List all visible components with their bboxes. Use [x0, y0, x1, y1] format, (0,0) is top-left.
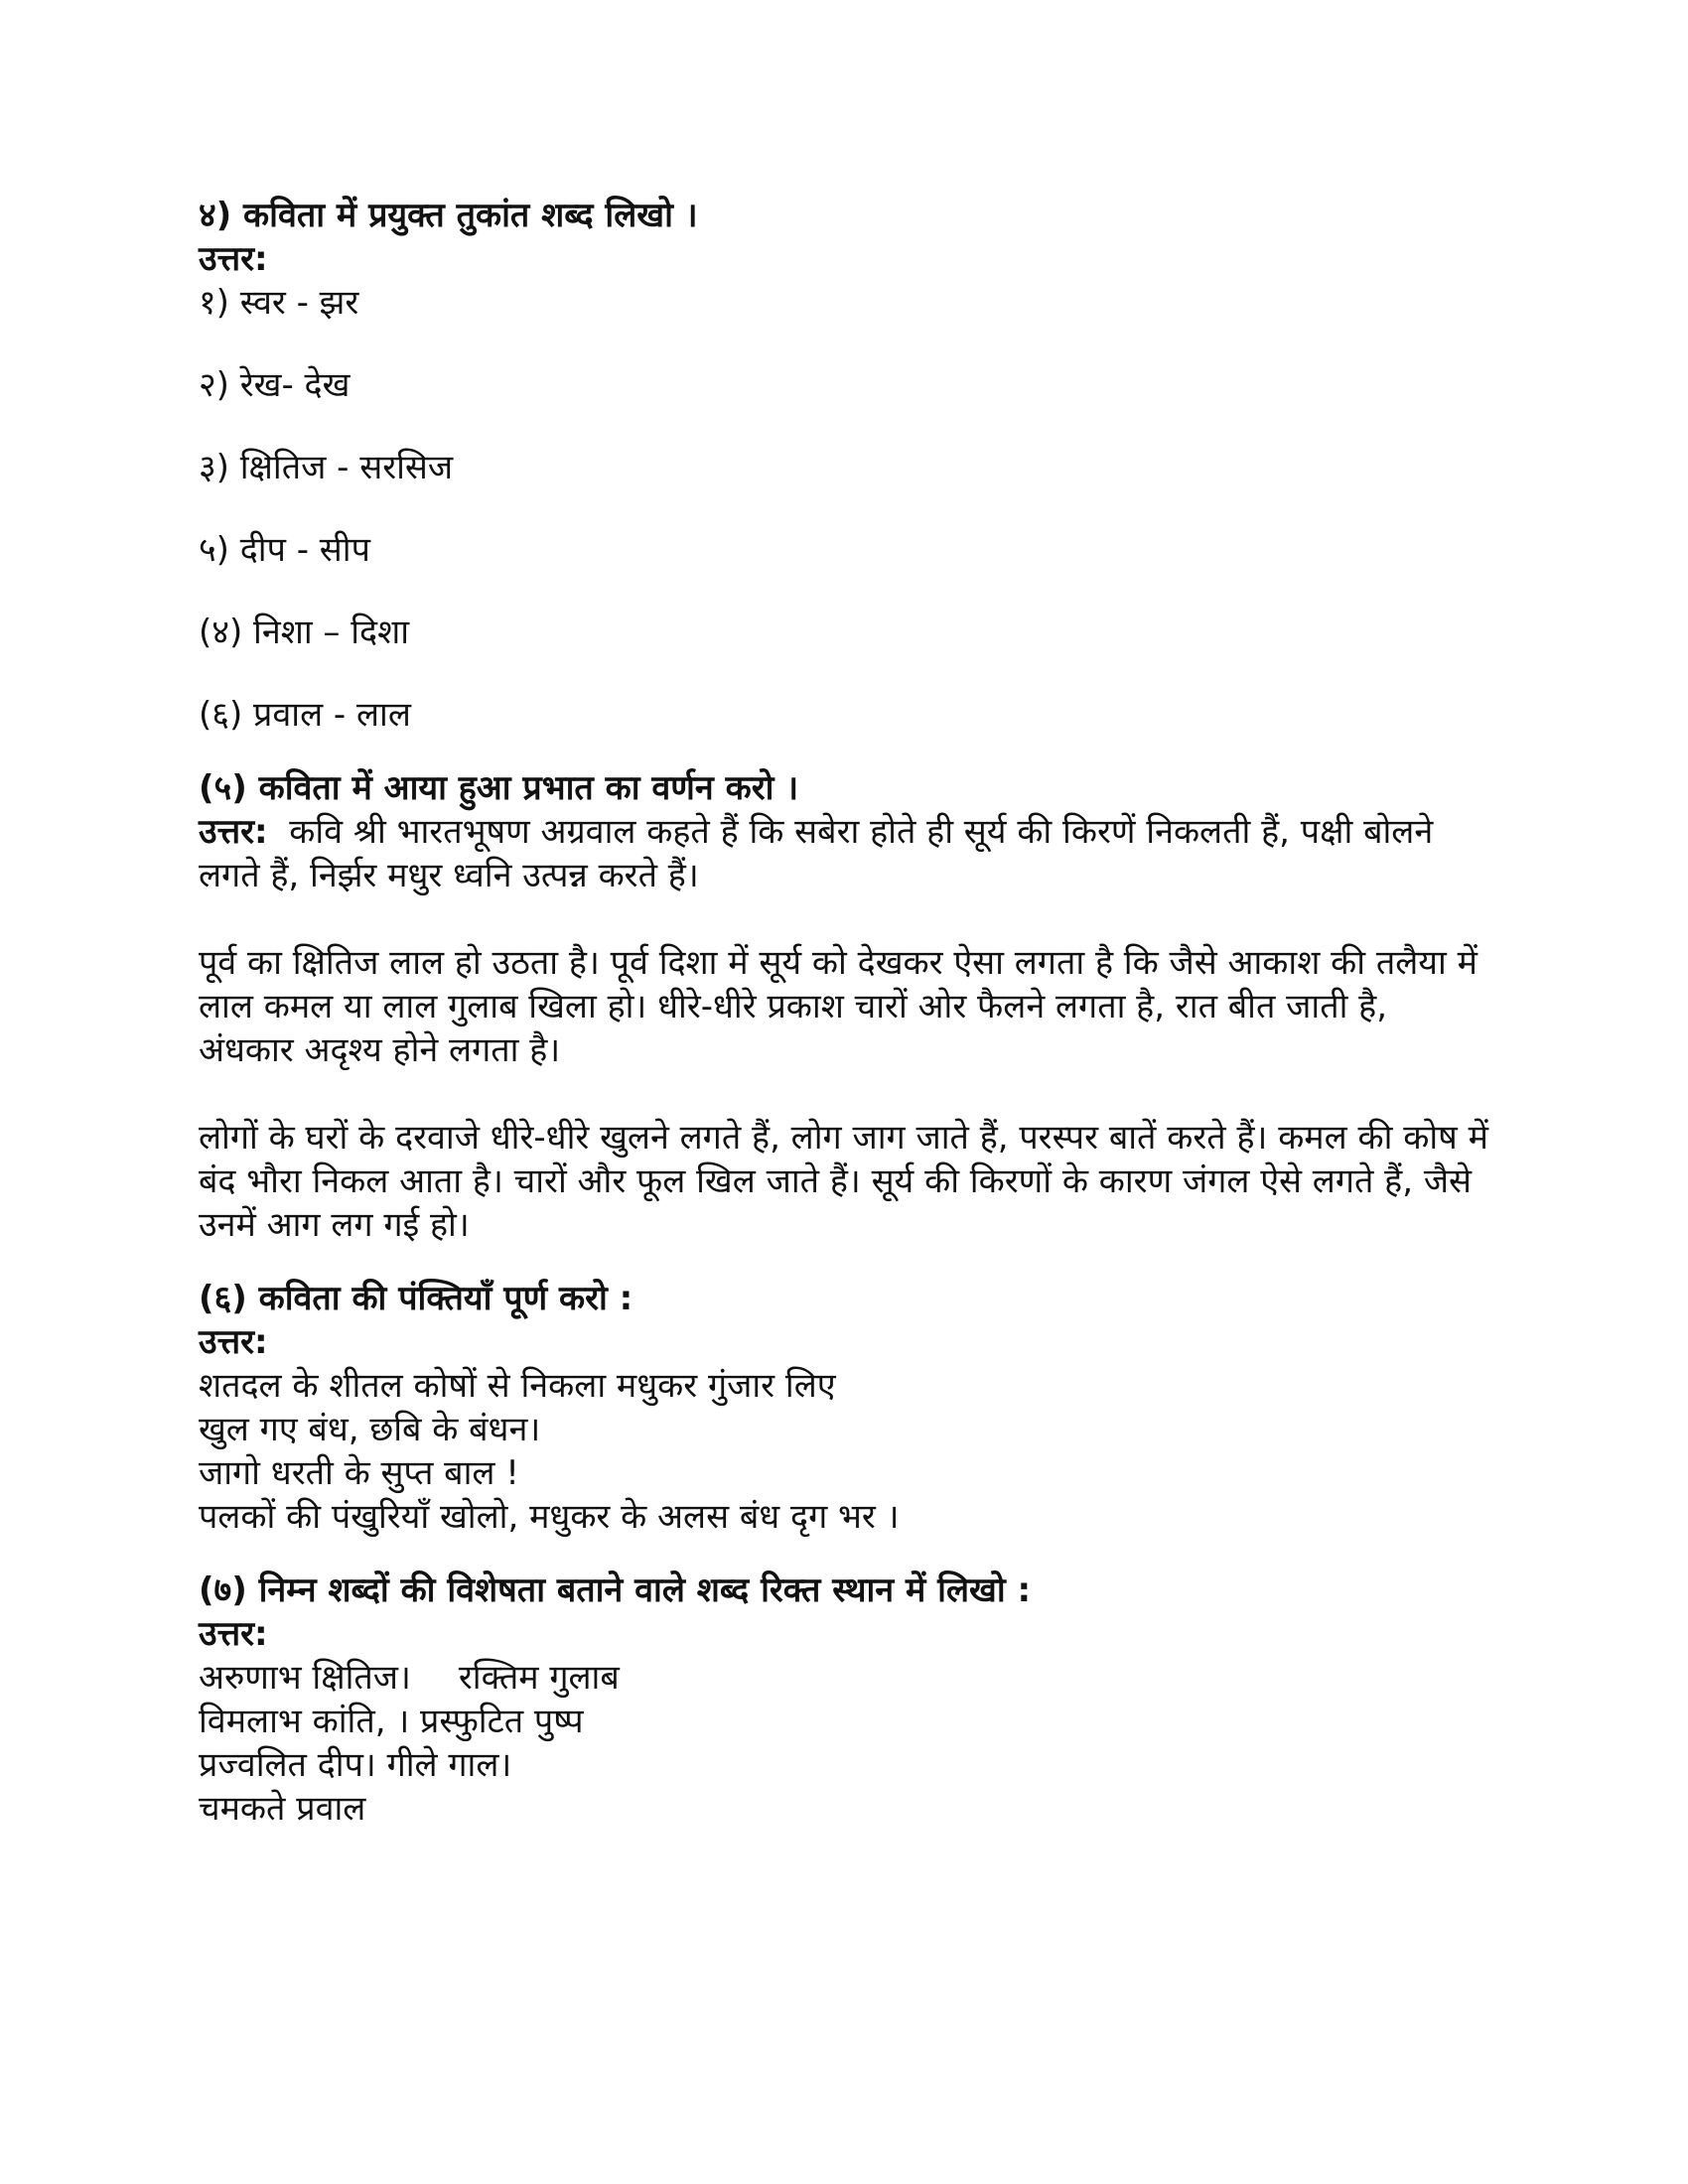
answer-paragraph: पूर्व का क्षितिज लाल हो उठता है। पूर्व दिशा में सूर्य को देखकर ऐसा लगता है कि जैसे आकाश की तलैया में लाल कमल या लाल गुलाब खिला हो। धीरे-धीरे प्रकाश चारों ओर फैलने लगता है, रात बीत जाती है, अंधकार अदृश्य होने लगता है। [199, 943, 1477, 1070]
rhyme-list [199, 281, 1489, 737]
answer-label: उत्तर: [199, 812, 268, 852]
answer-label: उत्तर: [199, 1322, 268, 1362]
poem-line: खुल गए बंध, छबि के बंधन। [199, 1410, 541, 1449]
question-4: ४) कविता में प्रयुक्त तुकांत शब्द लिखो । [199, 196, 698, 235]
rhyme-item: (४) निशा – दिशा [199, 613, 410, 652]
rhyme-item: ३) क्षितिज - सरसिज [199, 448, 454, 487]
section-complete-lines [199, 1277, 1489, 1539]
question-5: (५) कविता में आया हुआ प्रभात का वर्णन करो । [199, 768, 799, 808]
answer-label: उत्तर: [199, 239, 268, 279]
answer-row: प्रज्वलित दीप। गीले गाल। [199, 1745, 512, 1785]
answer-row: चमकते प्रवाल [199, 1789, 366, 1829]
answer-row: विमलाभ कांति, । प्रस्फुटित पुष्प [199, 1702, 584, 1741]
rhyme-item: २) रेख- देख [199, 365, 351, 405]
answer-item: रक्तिम गुलाब [458, 1658, 620, 1698]
poem-line: शतदल के शीतल कोषों से निकला मधुकर गुंजार लिए [199, 1366, 836, 1406]
poem-line: जागो धरती के सुप्त बाल ! [199, 1453, 519, 1493]
answer-label: उत्तर: [199, 1614, 268, 1654]
section-dawn-description [199, 766, 1489, 1247]
rhyme-item: ५) दीप - सीप [199, 530, 370, 570]
document-content [199, 194, 1489, 1831]
rhyme-item: १) स्वर - झर [199, 283, 359, 323]
answer-text: कवि श्री भारतभूषण अग्रवाल कहते हैं कि सबेरा होते ही सूर्य की किरणें निकलती हैं, पक्षी बोलने लगते हैं, निर्झर मधुर ध्वनि उत्पन्न करते हैं। [199, 812, 1434, 895]
question-6: (६) कविता की पंक्तियाँ पूर्ण करो : [199, 1279, 633, 1318]
poem-line: पलकों की पंखुरियाँ खोलो, मधुकर के अलस बंध दृग भर । [199, 1497, 900, 1537]
answer-row [199, 1656, 1489, 1700]
answer-paragraph [199, 810, 1489, 897]
question-7: (७) निम्न शब्दों की विशेषता बताने वाले शब्द रिक्त स्थान में लिखो : [199, 1570, 1032, 1610]
section-rhyming-words [199, 194, 1489, 737]
answer-paragraph: लोगों के घरों के दरवाजे धीरे-धीरे खुलने लगते हैं, लोग जाग जाते हैं, परस्पर बातें करते हैं। कमल की कोष में बंद भौरा निकल आता है। चारों और फूल खिल जाते हैं। सूर्य की किरणों के कारण जंगल ऐसे लगते हैं, जैसे उनमें आग लग गई हो। [199, 1118, 1488, 1245]
section-adjectives [199, 1569, 1489, 1831]
answer-item: अरुणाभ क्षितिज। [199, 1658, 411, 1698]
rhyme-item: (६) प्रवाल - लाल [199, 695, 411, 735]
